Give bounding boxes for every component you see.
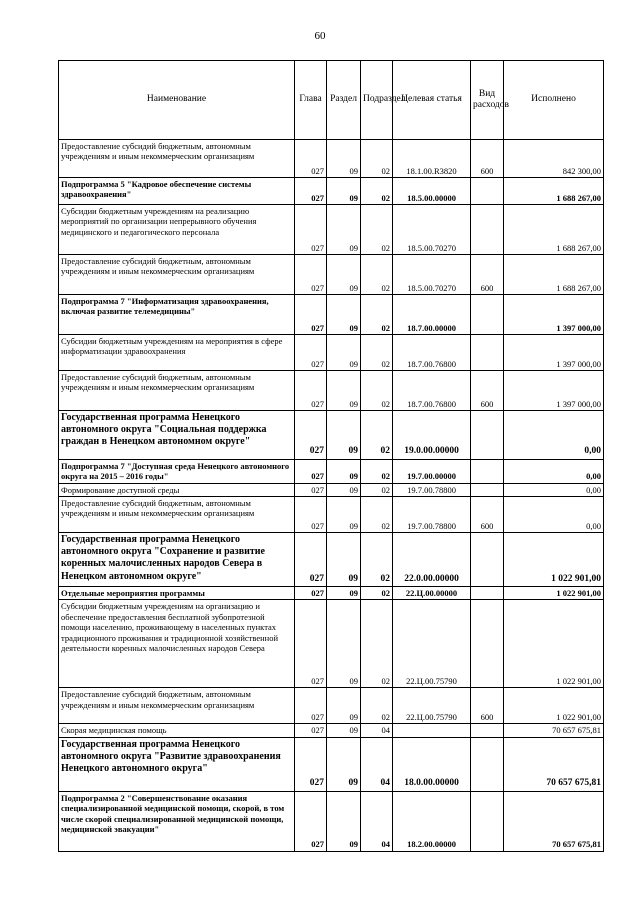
row-subsection: 02 [361,483,393,496]
row-target: 19.7.00.78800 [393,483,471,496]
row-name: Подпрограмма 7 "Информатизация здравоохранения, включая развитие телемедицины" [59,295,295,335]
row-target: 19.7.00.78800 [393,497,471,533]
table-row [59,411,604,460]
row-name: Субсидии бюджетным учреждениям на организацию и обеспечение предоставления бесплатной зубопротезной помощи населению, проживающему в населенных пунктах традиционного проживания и традиционной хозяйственной деятельности коренных малочисленных народов Севера [59,600,295,688]
row-target: 18.7.00.76800 [393,335,471,371]
row-subsection: 02 [361,335,393,371]
row-chapter: 027 [295,497,327,533]
col-header-name: Наименование [59,61,295,140]
row-chapter: 027 [295,724,327,737]
col-header-section: Раздел [327,61,361,140]
row-subsection: 02 [361,371,393,411]
row-section: 09 [327,255,361,295]
table-row [59,295,604,335]
row-executed: 1 397 000,00 [504,335,604,371]
row-section: 09 [327,140,361,178]
row-expense-type [471,600,504,688]
row-section: 09 [327,295,361,335]
row-executed: 0,00 [504,497,604,533]
row-expense-type: 600 [471,688,504,724]
row-executed: 842 300,00 [504,140,604,178]
row-section: 09 [327,460,361,484]
row-section: 09 [327,411,361,460]
row-chapter: 027 [295,600,327,688]
row-subsection: 02 [361,205,393,255]
row-name: Предоставление субсидий бюджетным, автономным учреждениям и иным некоммерческим организациям [59,140,295,178]
row-section: 09 [327,724,361,737]
row-target: 19.0.00.00000 [393,411,471,460]
table-row [59,178,604,205]
row-expense-type [471,791,504,851]
row-subsection: 02 [361,411,393,460]
row-target: 18.7.00.76800 [393,371,471,411]
row-chapter: 027 [295,791,327,851]
row-target: 18.5.00.70270 [393,255,471,295]
row-executed: 70 657 675,81 [504,791,604,851]
row-subsection: 02 [361,600,393,688]
row-expense-type [471,533,504,587]
row-name: Субсидии бюджетным учреждениям на мероприятия в сфере информатизации здравоохранения [59,335,295,371]
row-executed: 1 688 267,00 [504,178,604,205]
row-expense-type [471,205,504,255]
row-executed: 70 657 675,81 [504,737,604,791]
row-section: 09 [327,587,361,600]
row-name: Государственная программа Ненецкого автономного округа "Социальная поддержка граждан в Ненецком автономном округе" [59,411,295,460]
row-executed: 1 688 267,00 [504,205,604,255]
row-name: Формирование доступной среды [59,483,295,496]
row-expense-type [471,724,504,737]
row-subsection: 02 [361,497,393,533]
row-executed: 1 397 000,00 [504,371,604,411]
row-chapter: 027 [295,335,327,371]
row-chapter: 027 [295,178,327,205]
col-header-expense-type: Вид расходов [471,61,504,140]
row-subsection: 02 [361,178,393,205]
col-header-executed: Исполнено [504,61,604,140]
row-executed: 1 022 901,00 [504,533,604,587]
row-chapter: 027 [295,688,327,724]
row-expense-type: 600 [471,140,504,178]
row-name: Предоставление субсидий бюджетным, автономным учреждениям и иным некоммерческим организациям [59,497,295,533]
row-subsection: 04 [361,724,393,737]
row-chapter: 027 [295,460,327,484]
row-subsection: 02 [361,587,393,600]
row-name: Предоставление субсидий бюджетным, автономным учреждениям и иным некоммерческим организациям [59,255,295,295]
row-section: 09 [327,737,361,791]
row-target: 22.Ц.00.00000 [393,587,471,600]
row-expense-type [471,295,504,335]
row-name: Подпрограмма 5 "Кадровое обеспечение системы здравоохранения" [59,178,295,205]
row-subsection: 02 [361,460,393,484]
row-name: Отдельные мероприятия программы [59,587,295,600]
row-expense-type [471,411,504,460]
row-subsection: 04 [361,791,393,851]
row-section: 09 [327,371,361,411]
row-target: 19.7.00.00000 [393,460,471,484]
row-expense-type [471,737,504,791]
row-chapter: 027 [295,737,327,791]
row-section: 09 [327,483,361,496]
row-name: Подпрограмма 7 "Доступная среда Ненецкого автономного округа на 2015 – 2016 годы" [59,460,295,484]
row-name: Государственная программа Ненецкого автономного округа "Сохранение и развитие коренных малочисленных народов Севера в Ненецком автономном округе" [59,533,295,587]
table-row [59,587,604,600]
table-row [59,737,604,791]
row-target [393,724,471,737]
table-header-row [59,61,604,140]
row-chapter: 027 [295,295,327,335]
row-expense-type [471,335,504,371]
row-target: 22.0.00.00000 [393,533,471,587]
table-row [59,371,604,411]
row-target: 18.2.00.00000 [393,791,471,851]
row-target: 18.5.00.70270 [393,205,471,255]
table-row [59,140,604,178]
row-section: 09 [327,688,361,724]
row-target: 18.5.00.00000 [393,178,471,205]
row-executed: 1 397 000,00 [504,295,604,335]
row-executed: 70 657 675,81 [504,724,604,737]
table-row [59,724,604,737]
row-target: 22.Ц.00.75790 [393,600,471,688]
row-expense-type [471,483,504,496]
row-subsection: 02 [361,688,393,724]
row-name: Подпрограмма 2 "Совершенствование оказания специализированной медицинской помощи, скорой, в том числе скорой специализированной медицинской помощи, медицинской эвакуации" [59,791,295,851]
row-expense-type: 600 [471,371,504,411]
row-chapter: 027 [295,533,327,587]
row-expense-type [471,460,504,484]
row-expense-type [471,178,504,205]
table-row [59,255,604,295]
row-chapter: 027 [295,371,327,411]
row-section: 09 [327,178,361,205]
row-executed: 0,00 [504,483,604,496]
row-chapter: 027 [295,205,327,255]
row-section: 09 [327,791,361,851]
table-row [59,483,604,496]
col-header-subsection: Подраздел [361,61,393,140]
page-number: 60 [314,30,326,42]
row-section: 09 [327,533,361,587]
row-executed: 0,00 [504,460,604,484]
row-subsection: 02 [361,533,393,587]
row-executed: 0,00 [504,411,604,460]
row-section: 09 [327,335,361,371]
row-section: 09 [327,205,361,255]
table-row [59,205,604,255]
row-name: Скорая медицинская помощь [59,724,295,737]
row-chapter: 027 [295,587,327,600]
row-name: Субсидии бюджетным учреждениям на реализацию мероприятий по организации непрерывного обучения медицинского и педагогического персонала [59,205,295,255]
row-executed: 1 688 267,00 [504,255,604,295]
row-subsection: 02 [361,295,393,335]
row-target: 18.7.00.00000 [393,295,471,335]
row-chapter: 027 [295,140,327,178]
row-section: 09 [327,497,361,533]
col-header-target: Целевая статья [393,61,471,140]
row-chapter: 027 [295,255,327,295]
table-row [59,460,604,484]
row-name: Государственная программа Ненецкого автономного округа "Развитие здравоохранения Ненецкого автономного округа" [59,737,295,791]
row-executed: 1 022 901,00 [504,600,604,688]
row-expense-type: 600 [471,255,504,295]
table-row [59,335,604,371]
row-target: 22.Ц.00.75790 [393,688,471,724]
row-executed: 1 022 901,00 [504,587,604,600]
row-subsection: 04 [361,737,393,791]
row-target: 18.0.00.00000 [393,737,471,791]
col-header-chapter: Глава [295,61,327,140]
row-expense-type [471,587,504,600]
row-executed: 1 022 901,00 [504,688,604,724]
table-row [59,791,604,851]
row-expense-type: 600 [471,497,504,533]
row-target: 18.1.00.R3820 [393,140,471,178]
row-subsection: 02 [361,255,393,295]
row-chapter: 027 [295,411,327,460]
table-row [59,497,604,533]
table-row [59,533,604,587]
table-row [59,600,604,688]
row-name: Предоставление субсидий бюджетным, автономным учреждениям и иным некоммерческим организациям [59,688,295,724]
row-section: 09 [327,600,361,688]
row-chapter: 027 [295,483,327,496]
row-subsection: 02 [361,140,393,178]
budget-table [58,60,604,852]
table-row [59,688,604,724]
row-name: Предоставление субсидий бюджетным, автономным учреждениям и иным некоммерческим организациям [59,371,295,411]
